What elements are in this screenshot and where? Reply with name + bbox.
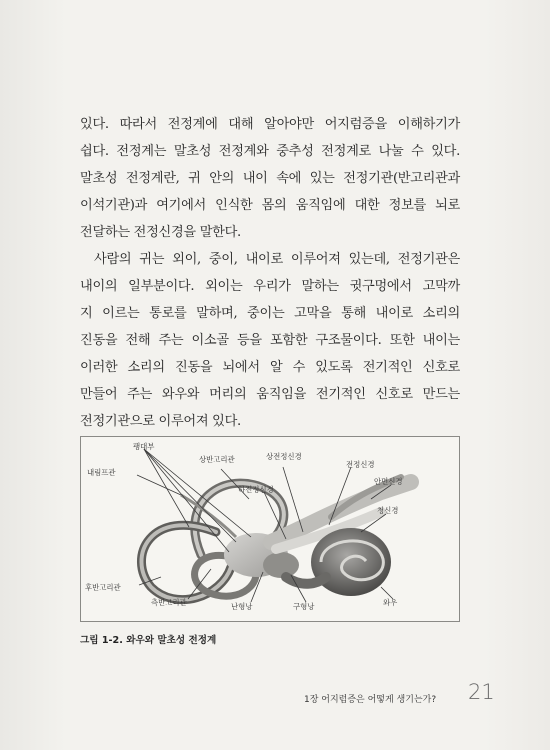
label-superior-canal: 상반고리관 bbox=[199, 455, 235, 464]
label-lateral-canal: 측반고리관 bbox=[151, 598, 187, 607]
inner-ear-figure bbox=[80, 436, 460, 622]
label-utricle: 난형낭 bbox=[231, 602, 253, 611]
text-line: 만들어 주는 와우와 머리의 움직임을 전기적인 신호로 만드는 bbox=[80, 387, 460, 402]
label-posterior-canal: 후반고리관 bbox=[85, 583, 121, 592]
text-line: 전달하는 전정신경을 말한다. bbox=[80, 225, 241, 240]
text-line: 진동을 전해 주는 이소골 등을 포함한 구조물이다. 또한 내이는 bbox=[80, 333, 460, 348]
label-inferior-vestibular-nerve: 하전정신경 bbox=[238, 485, 274, 494]
body-text bbox=[80, 111, 460, 435]
label-endolymphatic-duct: 내림프관 bbox=[87, 468, 116, 477]
text-line: 이러한 소리의 진동을 뇌에서 알 수 있도록 전기적인 신호로 bbox=[80, 360, 460, 375]
label-saccule: 구형낭 bbox=[293, 602, 315, 611]
page-number: 21 bbox=[468, 680, 495, 704]
text-line: 전정기관으로 이루어져 있다. bbox=[80, 414, 241, 429]
text-line: 말초성 전정계란, 귀 안의 내이 속에 있는 전정기관(반고리관과 bbox=[80, 171, 460, 186]
text-line: 있다. 따라서 전정계에 대해 알아야만 어지럼증을 이해하기가 bbox=[80, 117, 460, 132]
label-facial-nerve: 안면신경 bbox=[374, 477, 403, 486]
label-cochlear-nerve: 청신경 bbox=[377, 506, 399, 515]
inner-ear-illustration bbox=[81, 437, 459, 621]
figure-caption: 그림 1-2. 와우와 말초성 전정계 bbox=[80, 635, 217, 646]
chapter-footer: 1장 어지럼증은 어떻게 생기는가? bbox=[304, 695, 437, 705]
text-line: 쉽다. 전정계는 말초성 전정계와 중추성 전정계로 나눌 수 있다. bbox=[80, 144, 460, 159]
text-line: 지 이르는 통로를 말하며, 중이는 고막을 통해 내이로 소리의 bbox=[80, 306, 460, 321]
label-vestibular-nerve: 전정신경 bbox=[346, 460, 375, 469]
text-line: 내이의 일부분이다. 외이는 우리가 말하는 귓구멍에서 고막까 bbox=[80, 279, 460, 294]
text-line: 이석기관)과 여기에서 인식한 몸의 움직임에 대한 정보를 뇌로 bbox=[80, 198, 460, 213]
label-cochlea: 와우 bbox=[383, 598, 398, 607]
label-ampulla: 팽대부 bbox=[133, 442, 155, 451]
text-line: 사람의 귀는 외이, 중이, 내이로 이루어져 있는데, 전정기관은 bbox=[94, 252, 460, 267]
label-superior-vestibular-nerve: 상전정신경 bbox=[266, 452, 302, 461]
